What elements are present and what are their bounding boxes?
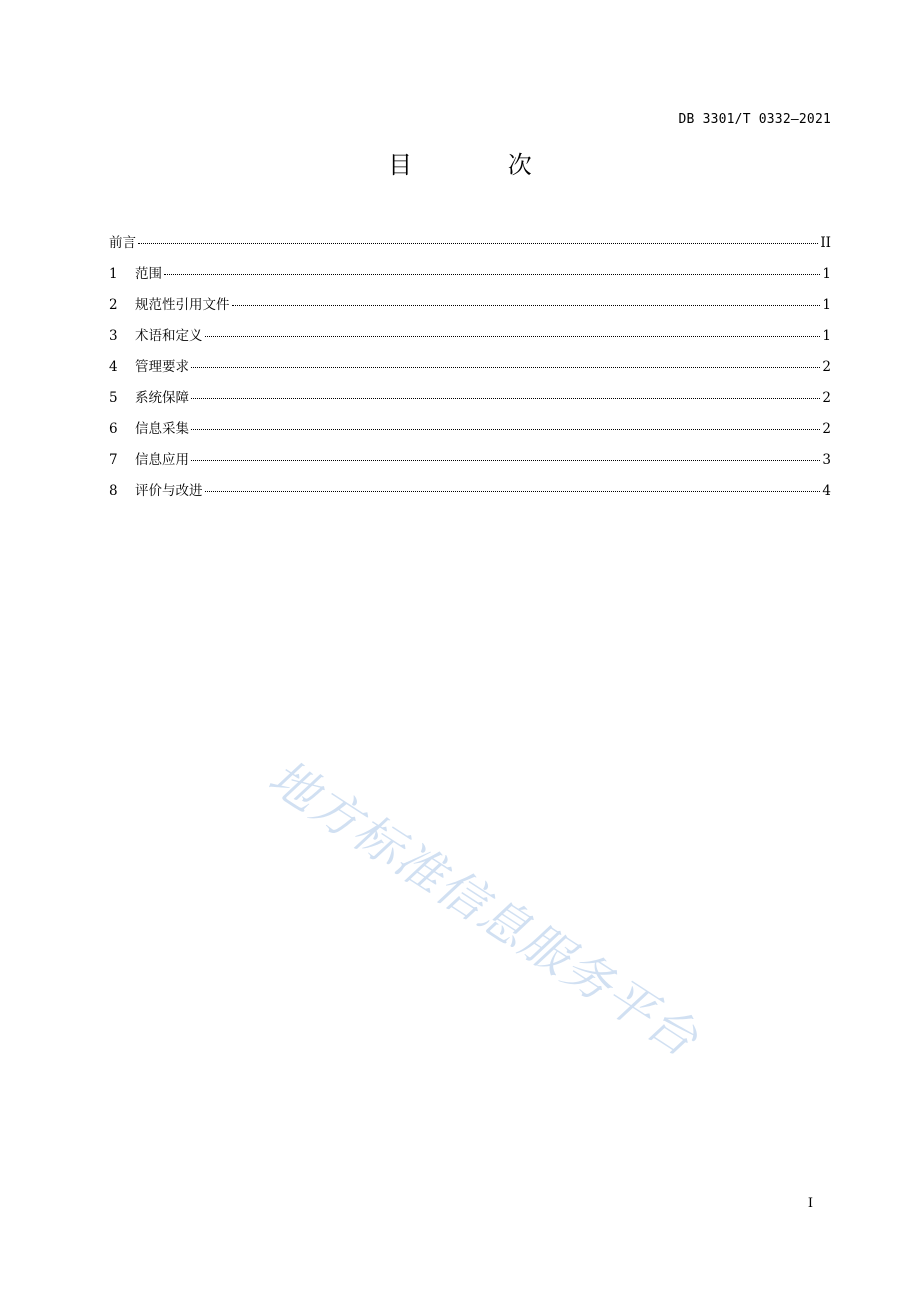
toc-entry-normative-references[interactable]: [109, 292, 831, 323]
toc-entry-label: 术语和定义: [135, 328, 203, 344]
toc-dot-leader: [205, 491, 821, 492]
toc-entry-page: 2: [822, 421, 831, 437]
toc-entry-scope[interactable]: [109, 261, 831, 292]
toc-entry-number: 6: [109, 421, 118, 437]
toc-entry-number: 4: [109, 359, 118, 375]
toc-entry-label: 管理要求: [135, 359, 189, 375]
toc-entry-page: 1: [822, 328, 831, 344]
toc-list: [109, 230, 831, 509]
toc-entry-page: 1: [822, 266, 831, 282]
toc-entry-page: 1: [822, 297, 831, 313]
toc-entry-information-collection[interactable]: [109, 416, 831, 447]
toc-entry-number: 1: [109, 266, 118, 282]
watermark: 地方标准信息服务平台: [258, 749, 709, 1069]
toc-entry-label: 信息应用: [135, 452, 189, 468]
toc-dot-leader: [191, 367, 820, 368]
toc-entry-page: 4: [822, 483, 831, 499]
toc-dot-leader: [138, 243, 818, 244]
toc-entry-terms-definitions[interactable]: [109, 323, 831, 354]
toc-entry-number: 7: [109, 452, 118, 468]
toc-entry-label: 信息采集: [135, 421, 189, 437]
toc-dot-leader: [164, 274, 820, 275]
toc-entry-page: II: [820, 235, 831, 251]
toc-entry-label: 规范性引用文件: [135, 297, 230, 313]
toc-entry-number: 5: [109, 390, 118, 406]
page-number: I: [807, 1196, 813, 1211]
toc-entry-label: 范围: [135, 266, 162, 282]
toc-dot-leader: [191, 429, 820, 430]
toc-entry-page: 2: [822, 390, 831, 406]
toc-entry-page: 2: [822, 359, 831, 375]
toc-entry-management-requirements[interactable]: [109, 354, 831, 385]
toc-dot-leader: [232, 305, 821, 306]
toc-entry-number: 3: [109, 328, 118, 344]
toc-entry-label: 前言: [109, 235, 136, 251]
toc-entry-number: 8: [109, 483, 118, 499]
toc-dot-leader: [205, 336, 821, 337]
document-code: DB 3301/T 0332—2021: [678, 112, 831, 127]
toc-entry-information-application[interactable]: [109, 447, 831, 478]
toc-entry-system-support[interactable]: [109, 385, 831, 416]
toc-dot-leader: [191, 398, 820, 399]
toc-entry-evaluation-improvement[interactable]: [109, 478, 831, 509]
toc-title: 目 次: [388, 151, 576, 179]
toc-dot-leader: [191, 460, 820, 461]
toc-entry-number: 2: [109, 297, 118, 313]
toc-entry-label: 系统保障: [135, 390, 189, 406]
toc-entry-page: 3: [822, 452, 831, 468]
toc-entry-foreword[interactable]: [109, 230, 831, 261]
toc-entry-label: 评价与改进: [135, 483, 203, 499]
